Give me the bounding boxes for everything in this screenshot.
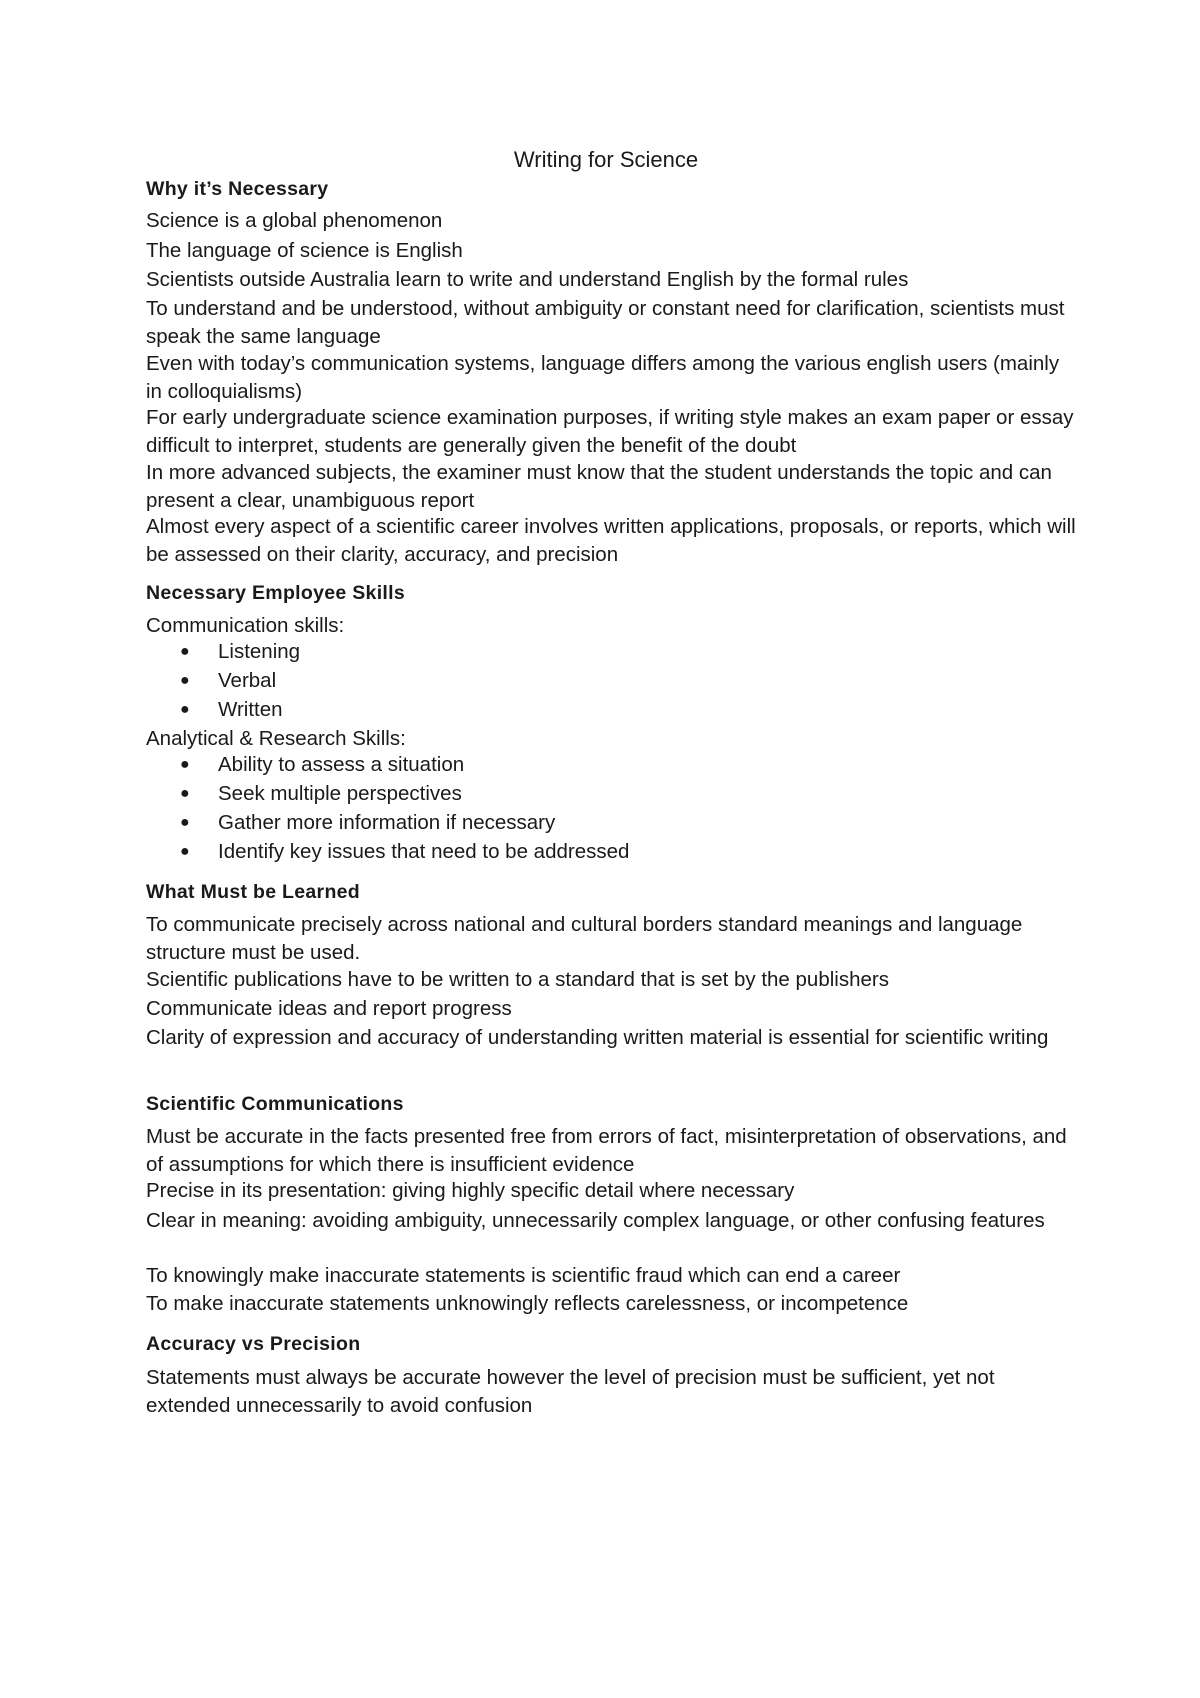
bullet-icon: ●: [180, 843, 190, 860]
paragraph: To knowingly make inaccurate statements is scientific fraud which can end a career: [146, 1264, 901, 1287]
bullet-icon: ●: [180, 701, 190, 718]
section-heading-accuracy: Accuracy vs Precision: [146, 1333, 361, 1355]
paragraph: Precise in its presentation: giving highly specific detail where necessary: [146, 1179, 795, 1202]
section-heading-learned: What Must be Learned: [146, 881, 361, 903]
page-title: Writing for Science: [513, 147, 699, 172]
section-heading-skills: Necessary Employee Skills: [146, 582, 405, 604]
bullet-icon: ●: [180, 643, 190, 660]
bullet-icon: ●: [180, 756, 190, 773]
paragraph: Science is a global phenomenon: [146, 209, 443, 232]
paragraph: Clarity of expression and accuracy of understanding written material is essential for scientific writing: [146, 1026, 1049, 1049]
section-heading-communications: Scientific Communications: [146, 1093, 404, 1115]
paragraph: Communicate ideas and report progress: [146, 997, 512, 1020]
list-label-communication: Communication skills:: [146, 614, 345, 637]
paragraph: Even with today’s communication systems, language differs among the various english users (mainly in colloquialisms): [146, 352, 1060, 403]
paragraph: For early undergraduate science examination purposes, if writing style makes an exam paper or essay difficult to interpret, students are generally given the benefit of the doubt: [146, 406, 1074, 457]
paragraph: To make inaccurate statements unknowingly reflects carelessness, or incompetence: [146, 1292, 909, 1315]
paragraph: Clear in meaning: avoiding ambiguity, unnecessarily complex language, or other confusing features: [146, 1209, 1045, 1232]
bullet-icon: ●: [180, 785, 190, 802]
list-label-analytical: Analytical & Research Skills:: [146, 727, 406, 750]
bullet-icon: ●: [180, 672, 190, 689]
paragraph: To understand and be understood, without ambiguity or constant need for clarification, scientists must speak the same language: [146, 297, 1065, 348]
bullet-icon: ●: [180, 814, 190, 831]
section-heading-why: Why it’s Necessary: [146, 178, 329, 200]
paragraph: To communicate precisely across national and cultural borders standard meanings and language structure must be used.: [146, 913, 1023, 964]
paragraph: Scientific publications have to be written to a standard that is set by the publishers: [146, 968, 889, 991]
paragraph: The language of science is English: [146, 239, 463, 262]
paragraph: Must be accurate in the facts presented free from errors of fact, misinterpretation of observations, and of assumptions for which there is insufficient evidence: [146, 1125, 1067, 1176]
paragraph: In more advanced subjects, the examiner must know that the student understands the topic and can present a clear, unambiguous report: [146, 461, 1052, 512]
paragraph: Scientists outside Australia learn to write and understand English by the formal rules: [146, 268, 909, 291]
paragraph: Almost every aspect of a scientific career involves written applications, proposals, or reports, which will be assessed on their clarity, accuracy, and precision: [146, 515, 1076, 566]
paragraph: Statements must always be accurate however the level of precision must be sufficient, yet not extended unnecessarily to avoid confusion: [146, 1366, 995, 1417]
